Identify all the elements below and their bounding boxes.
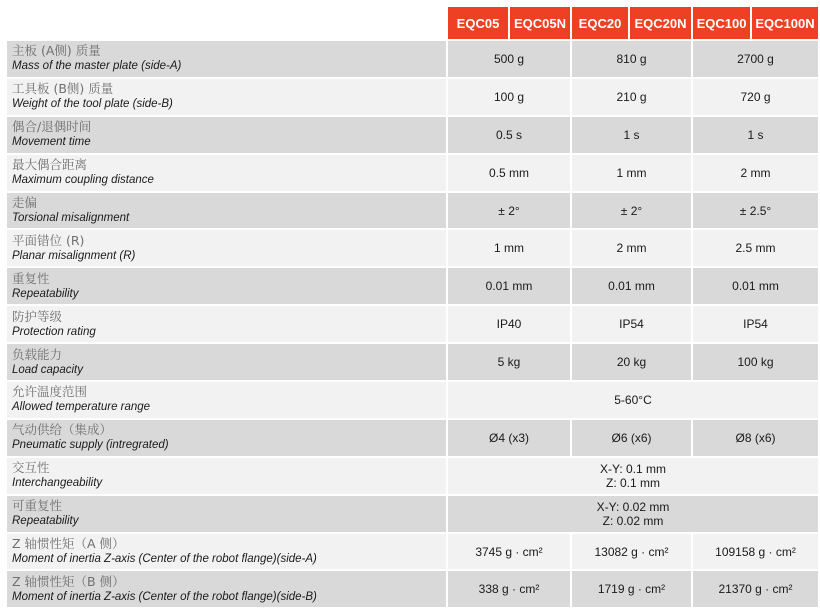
value-eqc100: 100 kg bbox=[692, 343, 819, 381]
label-english: Repeatability bbox=[12, 287, 79, 300]
label-chinese: 主板 (A侧) 质量 bbox=[12, 43, 101, 59]
label-chinese: 防护等级 bbox=[12, 308, 63, 324]
label-english: Interchangeability bbox=[12, 477, 103, 490]
value-all-models bbox=[447, 457, 819, 495]
value-eqc100: 2700 g bbox=[692, 40, 819, 78]
value-eqc100: 0.01 mm bbox=[692, 267, 819, 305]
label-chinese: 重复性 bbox=[12, 270, 50, 286]
table-row bbox=[6, 154, 819, 192]
value-eqc05: IP40 bbox=[447, 305, 571, 343]
value-all-models bbox=[447, 381, 819, 419]
label-english: Load capacity bbox=[12, 363, 83, 376]
label-chinese: Z 轴惯性矩（B 侧） bbox=[12, 573, 125, 589]
model-header-eqc20: EQC20 bbox=[571, 6, 629, 40]
value-eqc100: 720 g bbox=[692, 78, 819, 116]
label-chinese: 走偏 bbox=[12, 195, 38, 210]
label-chinese: 允许温度范围 bbox=[12, 384, 88, 400]
value-eqc20: Ø6 (x6) bbox=[571, 419, 692, 457]
label-english: Torsional misalignment bbox=[12, 212, 130, 224]
value-line: X-Y: 0.1 mm bbox=[599, 461, 667, 476]
table-row bbox=[6, 78, 819, 116]
table-row bbox=[6, 192, 819, 230]
value-line: Z: 0.1 mm bbox=[605, 475, 660, 490]
value-eqc05: 5 kg bbox=[447, 343, 571, 381]
row-label bbox=[6, 381, 447, 419]
label-english: Planar misalignment (R) bbox=[12, 249, 136, 262]
label-english: Movement time bbox=[12, 136, 91, 149]
value-eqc20: 20 kg bbox=[571, 343, 692, 381]
label-chinese: 气动供给（集成） bbox=[12, 422, 113, 438]
specification-table bbox=[5, 5, 820, 609]
value-line: Z: 0.02 mm bbox=[602, 513, 664, 528]
model-header-eqc100n: EQC100N bbox=[751, 6, 819, 40]
model-header-eqc100: EQC100 bbox=[692, 6, 751, 40]
model-header-eqc05: EQC05 bbox=[447, 6, 509, 40]
label-chinese: 负载能力 bbox=[12, 346, 63, 362]
row-label bbox=[6, 570, 447, 608]
value-eqc20: 2 mm bbox=[571, 229, 692, 267]
row-label bbox=[6, 495, 447, 533]
value-eqc05: 500 g bbox=[447, 40, 571, 78]
value-eqc100: IP54 bbox=[692, 305, 819, 343]
label-english: Repeatability bbox=[12, 515, 79, 528]
value-line: X-Y: 0.02 mm bbox=[596, 499, 670, 514]
label-chinese: 偶合/退偶时间 bbox=[12, 119, 92, 135]
value-eqc100: 2.5 mm bbox=[692, 229, 819, 267]
model-header-eqc20n: EQC20N bbox=[629, 6, 692, 40]
label-chinese: Z 轴惯性矩（A 侧） bbox=[12, 536, 125, 552]
row-label bbox=[6, 457, 447, 495]
value-eqc100: 21370 g · cm² bbox=[692, 570, 819, 608]
row-label bbox=[6, 78, 447, 116]
row-label bbox=[6, 267, 447, 305]
table-row bbox=[6, 229, 819, 267]
value-all-models bbox=[447, 495, 819, 533]
label-chinese: 平面错位 (R) bbox=[12, 232, 85, 248]
value-eqc100: Ø8 (x6) bbox=[692, 419, 819, 457]
label-english: Moment of inertia Z-axis (Center of the robot flange)(side-B) bbox=[12, 590, 317, 603]
value-eqc20: 13082 g · cm² bbox=[571, 533, 692, 571]
label-chinese: 最大偶合距离 bbox=[12, 157, 88, 173]
value-eqc100: ± 2.5° bbox=[692, 192, 819, 230]
table-row bbox=[6, 419, 819, 457]
header-blank-cell bbox=[6, 6, 447, 40]
label-english: Protection rating bbox=[12, 325, 96, 338]
label-chinese: 工具板 (B侧) 质量 bbox=[12, 81, 114, 97]
table-row bbox=[6, 533, 819, 571]
row-label bbox=[6, 154, 447, 192]
value-eqc05: Ø4 (x3) bbox=[447, 419, 571, 457]
value-eqc20: 1 mm bbox=[571, 154, 692, 192]
value-eqc20: 1 s bbox=[571, 116, 692, 154]
label-chinese: 交互性 bbox=[12, 460, 50, 476]
value-eqc20: ± 2° bbox=[571, 192, 692, 230]
label-english: Pneumatic supply (intregrated) bbox=[12, 439, 169, 452]
table-row bbox=[6, 116, 819, 154]
label-english: Moment of inertia Z-axis (Center of the robot flange)(side-A) bbox=[12, 553, 317, 566]
value-eqc20: 210 g bbox=[571, 78, 692, 116]
row-label bbox=[6, 343, 447, 381]
row-label bbox=[6, 40, 447, 78]
value-eqc05: 100 g bbox=[447, 78, 571, 116]
table-row bbox=[6, 381, 819, 419]
label-english: Maximum coupling distance bbox=[12, 174, 154, 187]
value-eqc05: 0.5 s bbox=[447, 116, 571, 154]
row-label bbox=[6, 305, 447, 343]
value-eqc100: 1 s bbox=[692, 116, 819, 154]
value-eqc100: 109158 g · cm² bbox=[692, 533, 819, 571]
value-eqc05: 3745 g · cm² bbox=[447, 533, 571, 571]
label-chinese: 可重复性 bbox=[12, 498, 63, 514]
row-label bbox=[6, 419, 447, 457]
value-eqc05: ± 2° bbox=[447, 192, 571, 230]
value-eqc20: 1719 g · cm² bbox=[571, 570, 692, 608]
value-eqc05: 1 mm bbox=[447, 229, 571, 267]
row-label bbox=[6, 229, 447, 267]
value-line: 5-60°C bbox=[614, 392, 652, 407]
table-row bbox=[6, 305, 819, 343]
row-label bbox=[6, 192, 447, 230]
value-eqc20: 810 g bbox=[571, 40, 692, 78]
value-eqc20: 0.01 mm bbox=[571, 267, 692, 305]
value-eqc05: 338 g · cm² bbox=[447, 570, 571, 608]
table-row bbox=[6, 570, 819, 608]
label-english: Weight of the tool plate (side-B) bbox=[12, 98, 173, 111]
label-english: Allowed temperature range bbox=[12, 401, 151, 414]
value-eqc05: 0.5 mm bbox=[447, 154, 571, 192]
table-row bbox=[6, 40, 819, 78]
value-eqc100: 2 mm bbox=[692, 154, 819, 192]
value-eqc05: 0.01 mm bbox=[447, 267, 571, 305]
value-eqc20: IP54 bbox=[571, 305, 692, 343]
model-header-eqc05n: EQC05N bbox=[509, 6, 571, 40]
header-row bbox=[6, 6, 819, 40]
table-row bbox=[6, 343, 819, 381]
table-row bbox=[6, 267, 819, 305]
table-row bbox=[6, 495, 819, 533]
row-label bbox=[6, 533, 447, 571]
row-label bbox=[6, 116, 447, 154]
label-english: Mass of the master plate (side-A) bbox=[12, 60, 182, 73]
table-row bbox=[6, 457, 819, 495]
